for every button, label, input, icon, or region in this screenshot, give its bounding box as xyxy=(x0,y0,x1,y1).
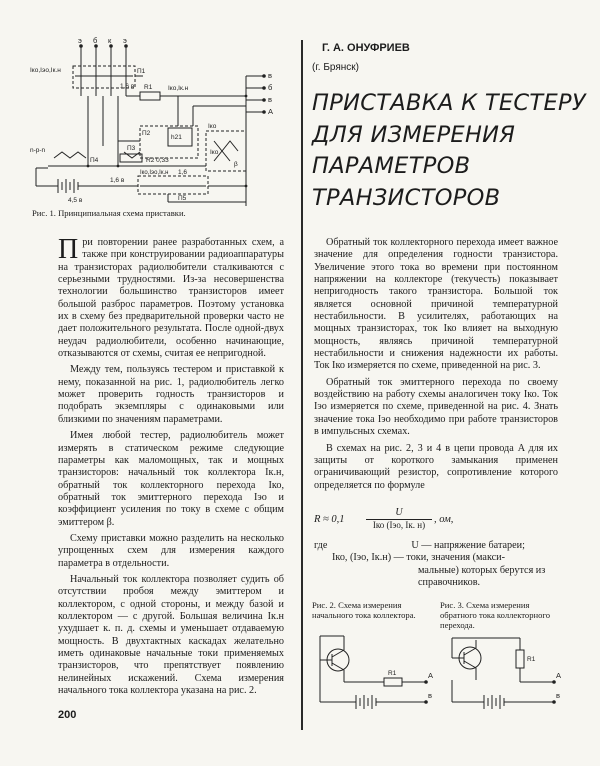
fig1-label: 1,6 в xyxy=(120,83,135,90)
fig1-label: П4 xyxy=(90,157,99,164)
article-title xyxy=(312,88,586,214)
fig1-label: h21 xyxy=(171,134,182,141)
formula-numerator: U xyxy=(395,507,403,518)
paragraph: Имея любой тестер, радиолюбитель может измерять в статическом режиме следующие параметры как маломощных, так и мощных транзисторов: начальный ток коллектора Iк.н, обратный ток коллекторного перехода Iко, обратный ток эмиттерного перехода Iэо и коэффициент усиления по току в схеме с общим эмиттером β. xyxy=(58,430,284,528)
figure-2-caption: Рис. 2. Схема измерения начального тока коллектора. xyxy=(312,600,416,620)
formula-denominator: Iко (Iэо, Iк. н) xyxy=(372,520,426,530)
fig1-label: A xyxy=(268,107,274,116)
title-line: ПРИСТАВКА К ТЕСТЕРУ xyxy=(312,90,586,116)
left-column xyxy=(58,234,284,697)
fig1-pin-label: э xyxy=(123,36,127,45)
title-line: ПАРАМЕТРОВ xyxy=(312,153,471,179)
figure-2-schematic xyxy=(312,630,440,720)
fig1-label: П1 xyxy=(137,68,146,75)
paragraph-text: ри повторении ранее разработанных схем, а также при конструировании радиоаппаратуры на транзисторах радиолюбители сталкиваются с серьезными трудностями. Из-за несовершенства технологии большинство транзисторов имеет большой разброс параметров. Поэтому установка их в схему без предварительной проверки часто не дает положительного результата. После одной-двух неудач радиолюбители, особенно начинающие, отказываются от схемы, считая ее непригодной. xyxy=(58,237,284,360)
fig2-label: R1 xyxy=(388,670,397,677)
i-definition-cont: мальные) которых берутся из справочников. xyxy=(418,564,546,589)
title-line: ДЛЯ ИЗМЕРЕНИЯ xyxy=(312,121,516,148)
figure-1-schematic xyxy=(28,36,296,206)
paragraph: Начальный ток коллектора позволяет судить об отсутствии пробоя между эмиттером и коллектором, с одной стороны, и между базой и коллектором — с другой. Большая величина Iк.н ухудшает к. п. д. схемы и уменьшает отдаваемую мощность. В двухтактных каскадах желательно иметь одинаковые начальные токи применяемых транзисторов, что препятствует появлению нелинейных искажений. Схема измерения начального тока коллектора указана на рис. 2. xyxy=(58,573,284,697)
fig1-label: β xyxy=(234,161,238,168)
fig1-pin-label: б xyxy=(93,36,98,45)
figure-1-caption: Рис. 1. Принципиальная схема приставки. xyxy=(32,208,186,218)
fig2-label: в xyxy=(428,691,432,700)
figure-3-schematic xyxy=(440,630,568,720)
formula-definitions xyxy=(314,540,558,589)
fig1-label: Iко,Iэо,Iк.н xyxy=(30,67,61,74)
fig1-label: Iко xyxy=(210,149,219,156)
fig1-label: в xyxy=(268,71,272,80)
column-divider xyxy=(301,40,303,730)
figure-3-caption: Рис. 3. Схема измерения обратного тока коллекторного перехода. xyxy=(440,600,551,630)
paragraph: В схемах на рис. 2, 3 и 4 в цепи провода A для их защиты от короткого замыкания применен ограничивающий резистор, сопротивление которого определяется по формуле xyxy=(314,442,558,491)
fig1-label: 1,6 в xyxy=(110,177,125,184)
fig1-label: 1,6 xyxy=(178,169,188,176)
fig1-label: R1 xyxy=(144,84,153,91)
formula-lhs: R ≈ 0,1 xyxy=(314,514,345,525)
paragraph: Схему приставки можно разделить на несколько упрощенных схем для измерения каждого параметра в отдельности. xyxy=(58,532,284,569)
fig1-pin-label: к xyxy=(108,36,112,45)
fig1-label: б xyxy=(268,83,273,92)
fig1-pin-label: э xyxy=(78,36,82,45)
fig3-label: R1 xyxy=(527,656,536,663)
fig1-label: n-p-n xyxy=(30,147,46,154)
formula-unit: , ом, xyxy=(434,514,454,525)
fig1-label: П3 xyxy=(127,145,136,152)
author-city: (г. Брянск) xyxy=(312,62,359,73)
fig1-label: Iко,Iк.н xyxy=(168,85,189,92)
paragraph: Между тем, пользуясь тестером и приставкой к нему, показанной на рис. 1, радиолюбитель легко может проверить годность транзисторов и подобрать экземпляры с одинаковыми или близкими по значениям параметрами. xyxy=(58,364,284,425)
fig1-label: П2 xyxy=(142,130,151,137)
where-word: где xyxy=(314,540,328,551)
fig2-label: A xyxy=(428,671,434,680)
fig1-label: Iко,Iэо,Iк.н xyxy=(140,170,169,176)
title-line: ТРАНЗИСТОРОВ xyxy=(312,184,501,211)
fig1-label: в xyxy=(268,95,272,104)
fig1-label: 4,5 в xyxy=(68,197,83,204)
fig3-label: в xyxy=(556,691,560,700)
formula xyxy=(314,508,558,534)
fig1-label: R2 0,33 xyxy=(146,157,169,164)
paragraph: Обратный ток коллекторного перехода имеет важное значение для определения годности транзистора. Увеличение этого тока во времени при постоянном напряжении на коллекторе (текучесть) показывает непригодность такого транзистора. Большой ток является основной причиной температурной нестабильности. В усилителях, работающих на мощных транзисторах, ток Iко влияет на выходную мощность, являясь причиной температурной нестабильности и снижения надежности их работы. Ток Iко измеряется по схеме, приведенной на рис. 3. xyxy=(314,237,558,372)
paragraph: Обратный ток эмиттерного перехода по своему воздействию на работу схемы аналогичен току Iко. Ток Iэо измеряется по схеме, приведенной на рис. 4. Знать значение тока Iэо необходимо при работе транзисторов в импульсных схемах. xyxy=(314,376,558,438)
drop-cap: П xyxy=(58,234,79,265)
author-name: Г. А. ОНУФРИЕВ xyxy=(322,42,410,54)
i-definition: Iко, (Iэо, Iк.н) — токи, значения (макси- xyxy=(332,552,506,564)
right-column xyxy=(314,237,558,492)
fig1-label: П5 xyxy=(178,195,187,202)
fig3-label: A xyxy=(556,671,562,680)
u-definition: U — напряжение батареи; xyxy=(411,540,525,551)
page-number: 200 xyxy=(58,709,77,721)
paragraph xyxy=(58,234,284,360)
fig1-label: Iко xyxy=(208,123,217,130)
